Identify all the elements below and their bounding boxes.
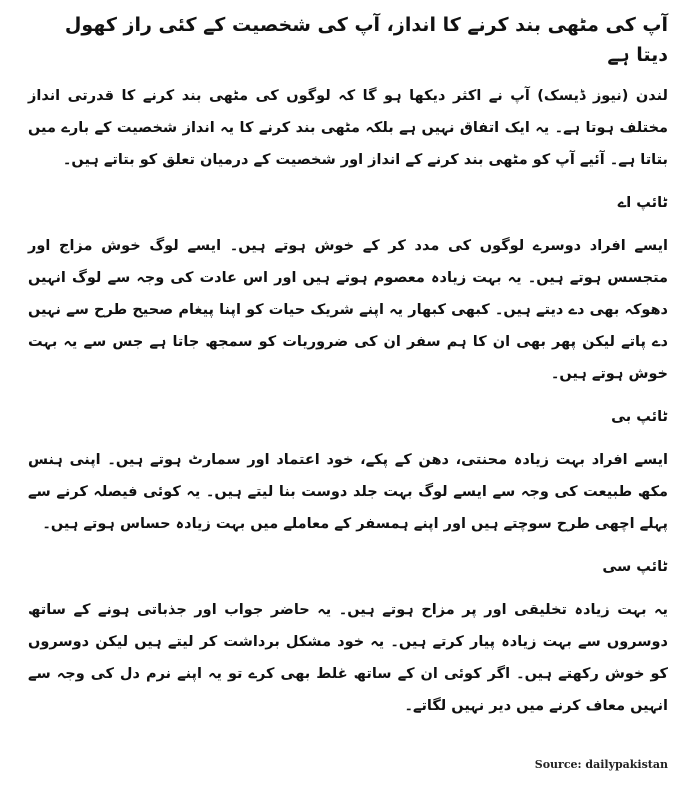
section-heading-type-c: ٹائپ سی [602,559,668,575]
source-credit: Source: dailypakistan [534,758,668,771]
article-headline: آپ کی مٹھی بند کرنے کا انداز، آپ کی شخصیت کے کئی راز کھول دیتا ہے [64,14,668,66]
section-body-type-b: ایسے افراد بہت زیادہ محنتی، دھن کے پکے، خود اعتماد اور سمارٹ ہوتے ہیں۔ اپنی ہنس مکھ طبیعت کی وجہ سے ایسے لوگ بہت جلد دوست بنا لیتے ہیں۔ یہ کوئی فیصلہ کرنے سے پہلے اچھی طرح سوچتے ہیں اور اپنے ہمسفر کے معاملے میں بہت زیادہ حساس ہوتے ہیں۔ [28,452,668,532]
section-body-type-a: ایسے افراد دوسرے لوگوں کی مدد کر کے خوش ہوتے ہیں۔ ایسے لوگ خوش مزاج اور متجسس ہوتے ہیں۔ یہ بہت زیادہ معصوم ہوتے ہیں اور اس عادت کی وجہ سے لوگ انہیں دھوکہ بھی دے دیتے ہیں۔ کبھی کبھار یہ اپنے شریک حیات کو اپنا پیغام صحیح طرح سے نہیں دے پاتے لیکن پھر بھی ان کا ہم سفر ان کی ضروریات کو سمجھ جاتا ہے جس سے یہ بہت خوش ہوتے ہیں۔ [28,238,668,382]
article [28,10,668,734]
section-body-type-c: یہ بہت زیادہ تخلیقی اور پر مزاح ہوتے ہیں۔ یہ حاضر جواب اور جذباتی ہونے کے ساتھ دوسروں سے بہت زیادہ پیار کرتے ہیں۔ یہ خود مشکل برداشت کر لیتے ہیں لیکن دوسروں کو خوش رکھتے ہیں۔ اگر کوئی ان کے ساتھ غلط بھی کرے تو یہ اپنے نرم دل کی وجہ سے انہیں معاف کرنے میں دیر نہیں لگاتے۔ [28,602,668,714]
section-heading-type-b: ٹائپ بی [611,409,668,425]
section-heading-type-a: ٹائپ اے [617,195,668,211]
intro-paragraph: لندن (نیوز ڈیسک) آپ نے اکثر دیکھا ہو گا کہ لوگوں کی مٹھی بند کرنے کا قدرتی انداز مختلف ہوتا ہے۔ یہ ایک اتفاق نہیں ہے بلکہ مٹھی بند کرنے کا یہ انداز شخصیت کے بارے میں بتاتا ہے۔ آئیے آپ کو مٹھی بند کرنے کے انداز اور شخصیت کے درمیان تعلق کو بتاتے ہیں۔ [28,88,668,168]
